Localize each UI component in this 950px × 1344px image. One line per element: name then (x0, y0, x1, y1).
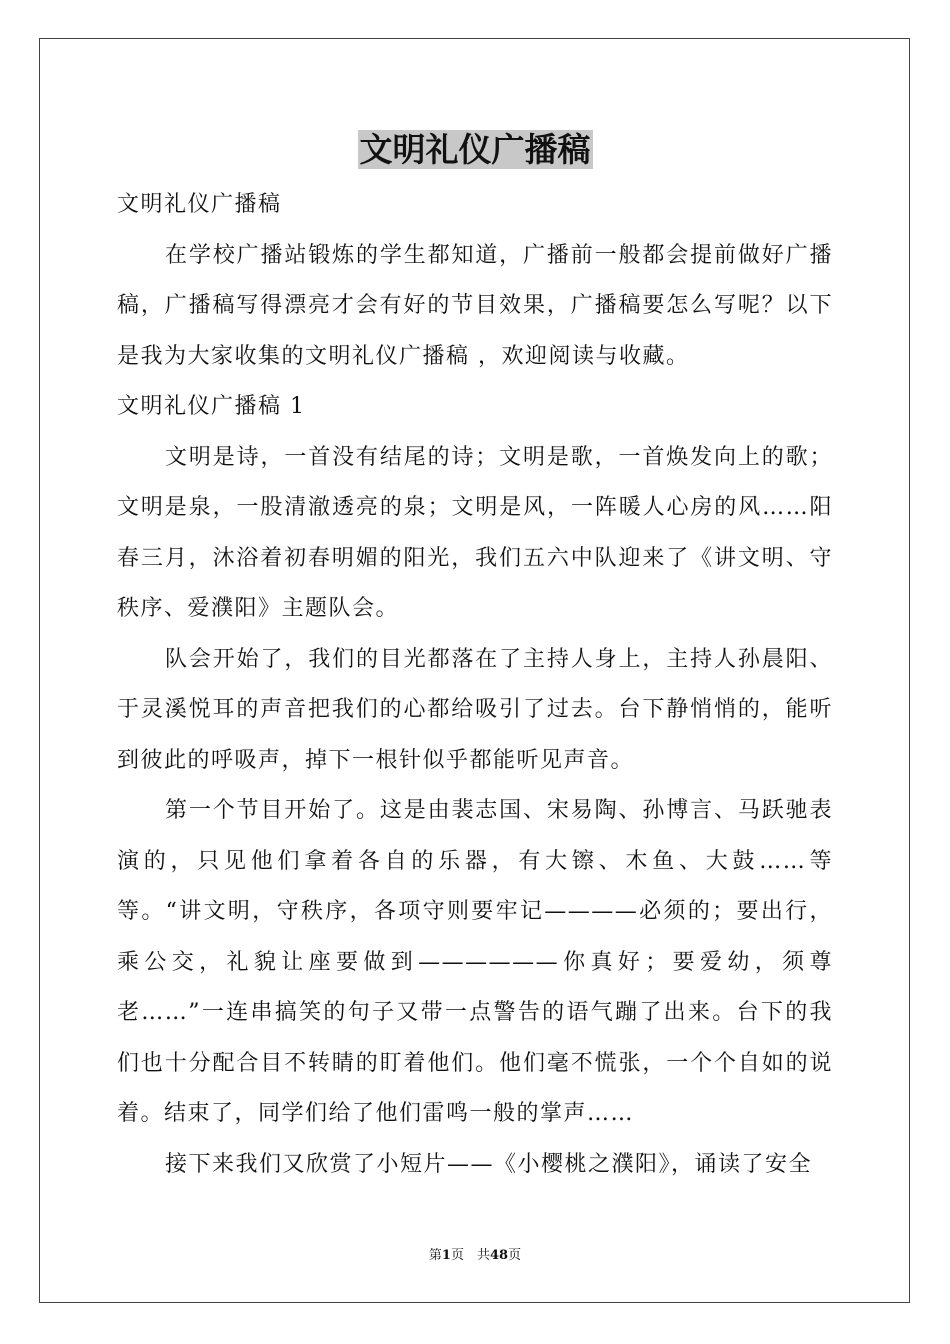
page-label-mid: 页 共 (450, 1248, 490, 1263)
body-paragraph: 接下来我们又欣赏了小短片——《小樱桃之濮阳》，诵读了安全 (165, 1151, 813, 1177)
total-pages: 48 (489, 1248, 509, 1263)
section-heading: 文明礼仪广播稿 1 (117, 394, 306, 419)
page-label-prefix: 第 (428, 1248, 442, 1263)
document-title (0, 127, 950, 173)
document-body (117, 180, 833, 1190)
page-label-suffix: 页 (508, 1248, 522, 1263)
intro-paragraph: 在学校广播站锻炼的学生都知道，广播前一般都会提前做好广播稿，广播稿写得漂亮才会有好的节目效果，广播稿要怎么写呢？以下是我为大家收集的文明礼仪广播稿 ，欢迎阅读与收藏。 (117, 242, 833, 369)
body-paragraph: 文明是诗，一首没有结尾的诗；文明是歌，一首焕发向上的歌；文明是泉，一股清澈透亮的泉；文明是风，一阵暖人心房的风……阳春三月，沐浴着初春明媚的阳光，我们五六中队迎来了《讲文明、守秩序、爱濮阳》主题队会。 (117, 444, 833, 621)
page-number: 1 (441, 1248, 451, 1263)
body-paragraph: 第一个节目开始了。这是由裴志国、宋易陶、孙博言、马跃驰表演的，只见他们拿着各自的乐器，有大镲、木鱼、大鼓……等等。“讲文明，守秩序，各项守则要牢记————必须的；要出行，乘公交，礼貌让座要做到——————你真好；要爱幼，须尊老……”一连串搞笑的句子又带一点警告的语气蹦了出来。台下的我们也十分配合目不转睛的盯着他们。他们毫不慌张，一个个自如的说着。结束了，同学们给了他们雷鸣一般的掌声…… (117, 798, 833, 1126)
subtitle: 文明礼仪广播稿 (117, 192, 282, 217)
document-title-text: 文明礼仪广播稿 (359, 130, 591, 169)
body-paragraph: 队会开始了，我们的目光都落在了主持人身上，主持人孙晨阳、于灵溪悦耳的声音把我们的心都给吸引了过去。台下静悄悄的，能听到彼此的呼吸声，掉下一根针似乎都能听见声音。 (117, 646, 833, 773)
page-footer (0, 1246, 950, 1266)
